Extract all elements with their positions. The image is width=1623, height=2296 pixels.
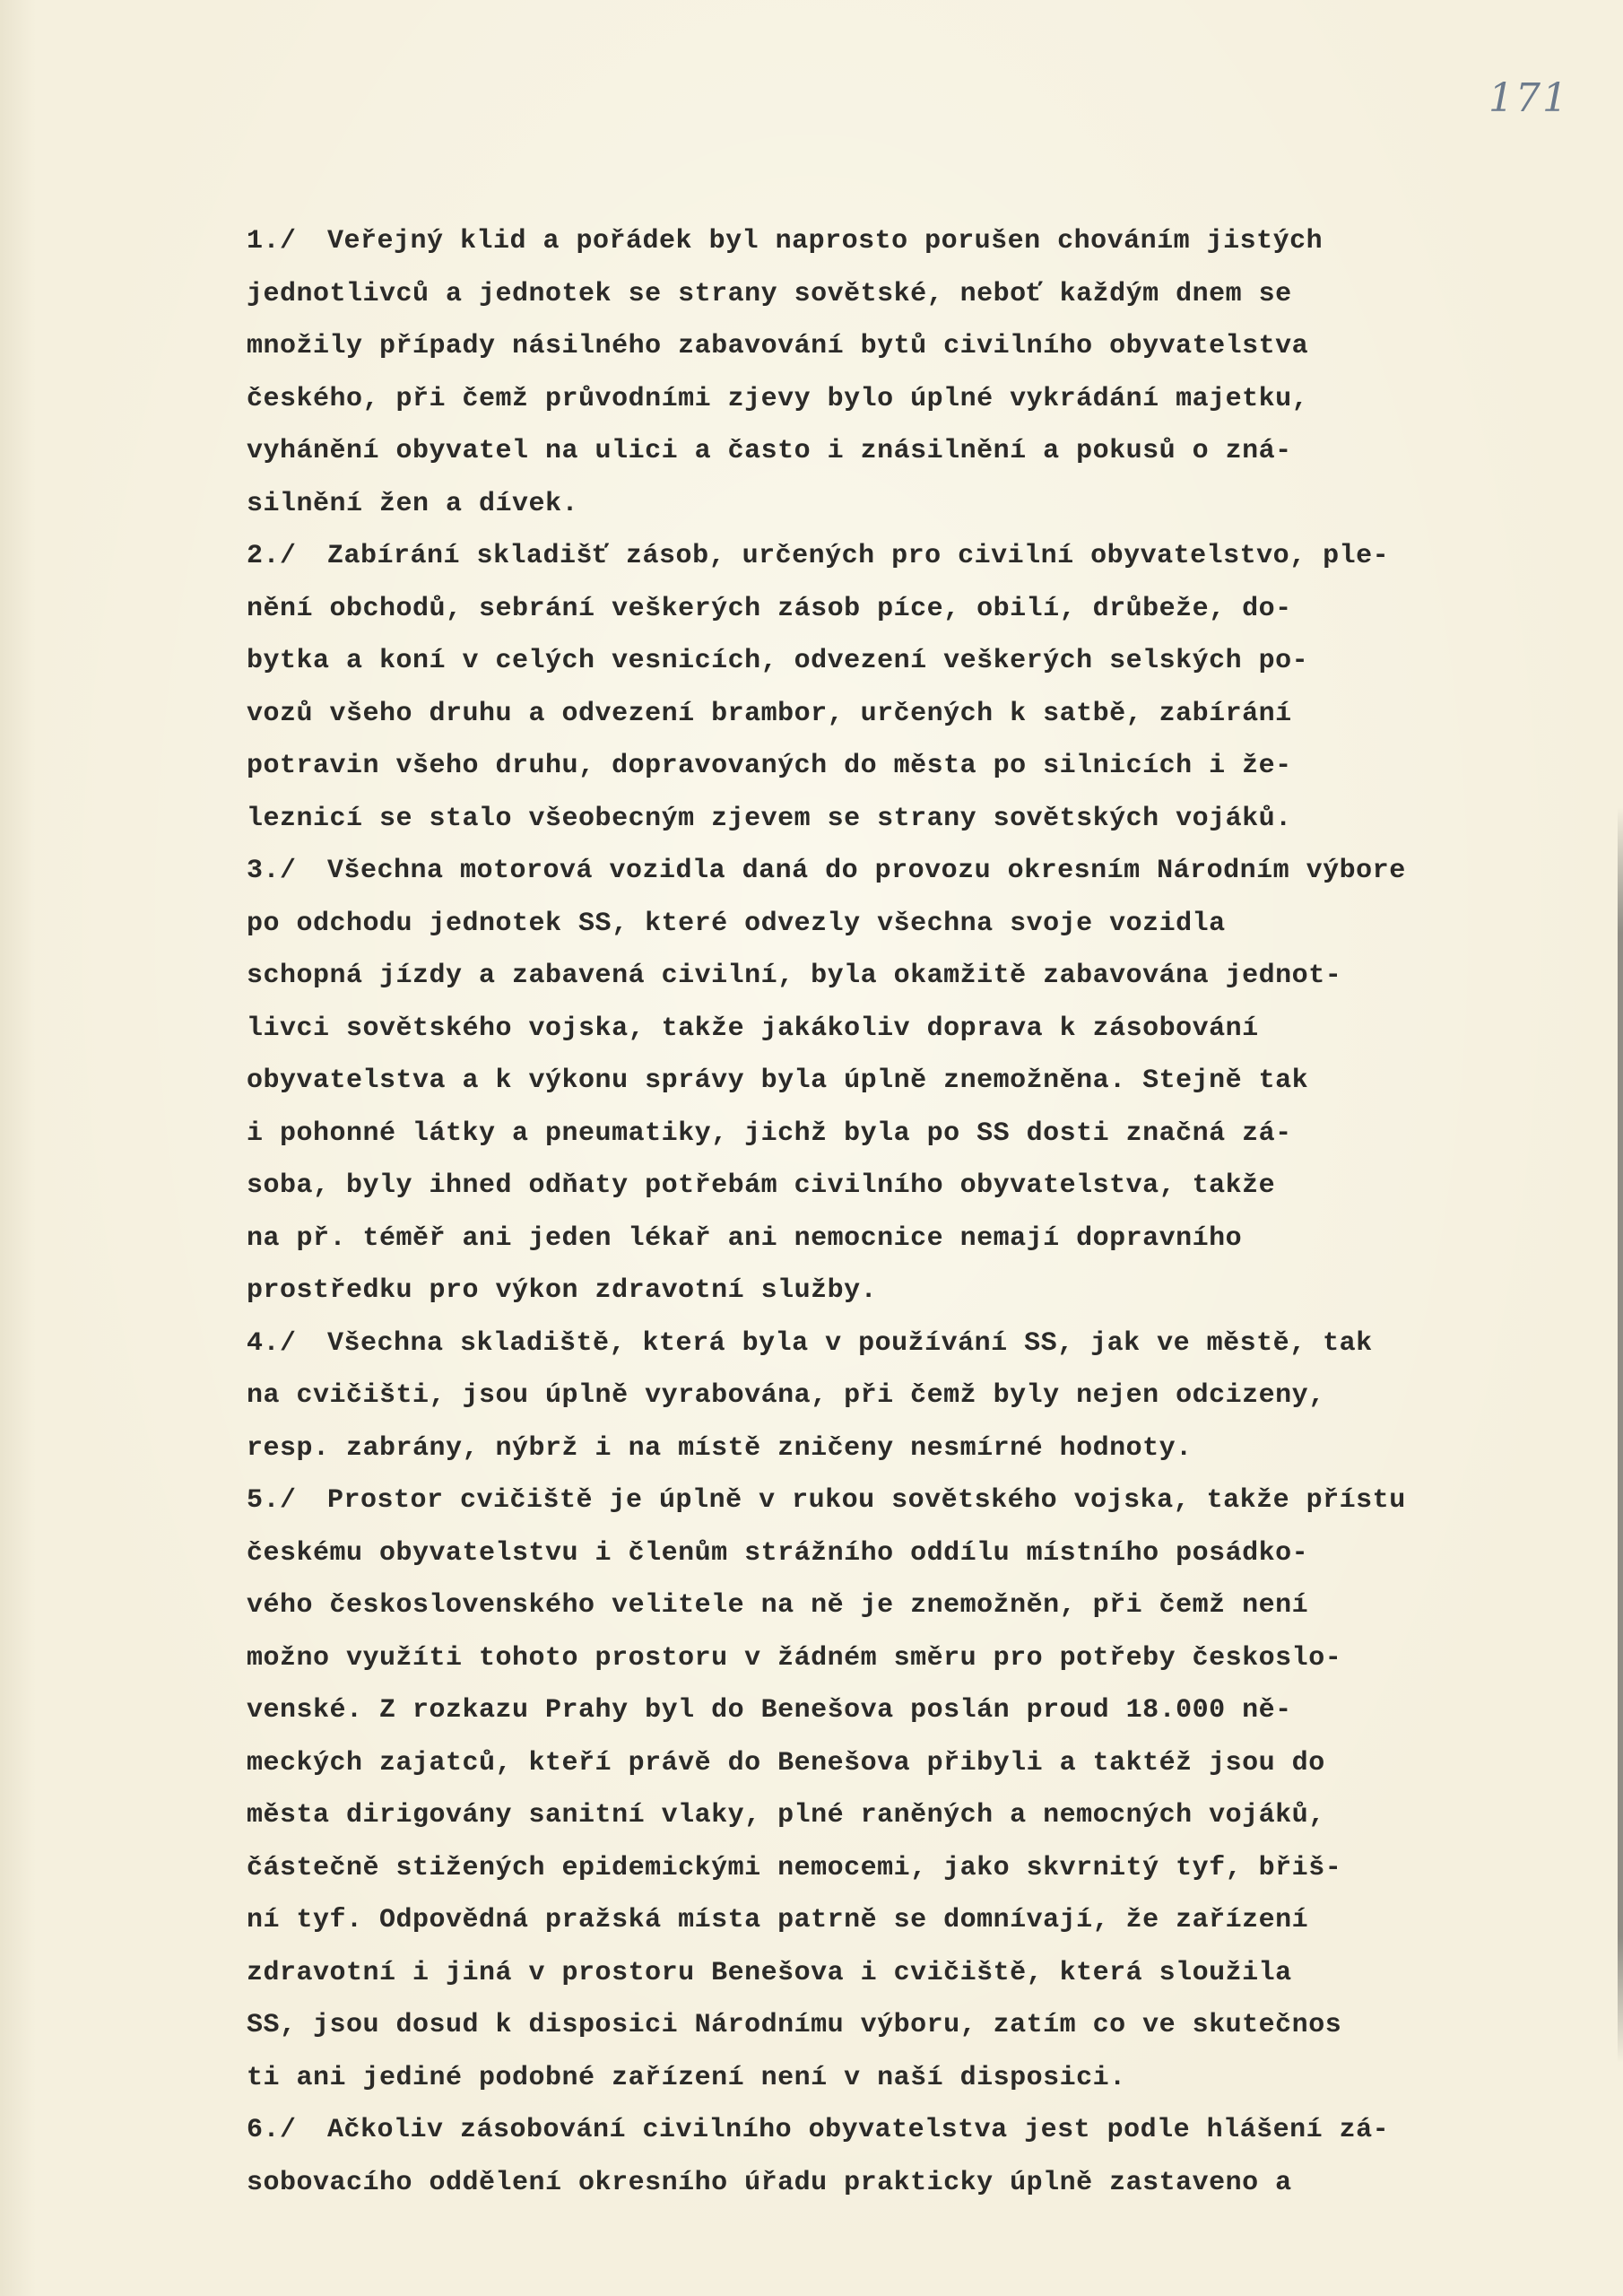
text-line: sobovacího oddělení okresního úřadu prakticky úplně zastaveno a	[247, 2167, 1292, 2198]
item-number: 4./	[247, 1327, 297, 1359]
text-line: vyhánění obyvatel na ulici a často i znásilnění a pokusů o zná-	[247, 436, 1292, 466]
text-line: ní tyf. Odpovědná pražská místa patrně se domnívají, že zařízení	[247, 1905, 1309, 1935]
item-number: 1./	[247, 226, 297, 257]
item-number: 5./	[247, 1485, 297, 1516]
text-line: 2./ Zabírání skladišť zásob, určených pro civilní obyvatelstvo, ple-	[247, 530, 1592, 583]
text-line: prostředku pro výkon zdravotní služby.	[247, 1275, 878, 1306]
text-line: jednotlivců a jednotek se strany sovětské, neboť každým dnem se	[247, 278, 1292, 309]
text-line: schopná jízdy a zabavená civilní, byla okamžitě zabavována jednot-	[247, 961, 1342, 991]
text-line: ti ani jediné podobné zařízení není v naší disposici.	[247, 2062, 1126, 2093]
text-line: obyvatelstva a k výkonu správy byla úplně znemožněna. Stejně tak	[247, 1065, 1309, 1096]
numbered-item	[247, 1474, 1592, 2104]
document-body	[247, 215, 1592, 2209]
text-line: meckých zajatců, kteří právě do Benešova přibyli a taktéž jsou do	[247, 1747, 1325, 1779]
text-line: zdravotní i jiná v prostoru Benešova i cvičiště, která sloužila	[247, 1957, 1292, 1988]
text-line: 4./ Všechna skladiště, která byla v používání SS, jak ve městě, tak	[247, 1318, 1592, 1370]
text-line: českému obyvatelstvu i členům strážního oddílu místního posádko-	[247, 1537, 1309, 1569]
numbered-item	[247, 1318, 1592, 1475]
text-line: 3./ Všechna motorová vozidla daná do provozu okresním Národním výbore	[247, 845, 1592, 898]
text-line: venské. Z rozkazu Prahy byl do Benešova poslán proud 18.000 ně-	[247, 1695, 1292, 1726]
text-line: města dirigovány sanitní vlaky, plné raněných a nemocných vojáků,	[247, 1800, 1325, 1831]
text-line: množily případy násilného zabavování bytů civilního obyvatelstva	[247, 331, 1309, 361]
text-line: i pohonné látky a pneumatiky, jichž byla po SS dosti značná zá-	[247, 1118, 1292, 1149]
item-number: 6./	[247, 2115, 297, 2145]
numbered-item	[247, 215, 1592, 530]
text-line: českého, při čemž průvodními zjevy bylo úplné vykrádání majetku,	[247, 383, 1309, 414]
text-line: vozů všeho druhu a odvezení brambor, určených k satbě, zabírání	[247, 698, 1292, 729]
text-line: SS, jsou dosud k disposici Národnímu výboru, zatím co ve skutečnos	[247, 2010, 1342, 2040]
text-line: soba, byly ihned odňaty potřebám civilního obyvatelstva, takže	[247, 1170, 1276, 1201]
text-line: 6./ Ačkoliv zásobování civilního obyvatelstva jest podle hlášení zá-	[247, 2104, 1592, 2157]
text-line: livci sovětského vojska, takže jakákoliv doprava k zásobování	[247, 1013, 1259, 1044]
text-line: částečně stižených epidemickými nemocemi, jako skvrnitý tyf, břiš-	[247, 1852, 1342, 1883]
text-line: nění obchodů, sebrání veškerých zásob píce, obilí, drůbeže, do-	[247, 593, 1292, 624]
text-line: bytka a koní v celých vesnicích, odvezení veškerých selských po-	[247, 646, 1309, 676]
text-line: vého československého velitele na ně je znemožněn, při čemž není	[247, 1590, 1309, 1621]
text-line: resp. zabrány, nýbrž i na místě zničeny nesmírné hodnoty.	[247, 1432, 1193, 1464]
numbered-item	[247, 530, 1592, 845]
text-line: po odchodu jednotek SS, které odvezly všechna svoje vozidla	[247, 908, 1226, 939]
paper-edge-shadow	[1618, 807, 1623, 2063]
item-number: 3./	[247, 856, 297, 886]
numbered-item	[247, 845, 1592, 1318]
text-line: potravin všeho druhu, dopravovaných do města po silnicích i že-	[247, 751, 1292, 781]
text-line: na cvičišti, jsou úplně vyrabována, při čemž byly nejen odcizeny,	[247, 1380, 1325, 1411]
text-line: možno využíti tohoto prostoru v žádném směru pro potřeby českoslo-	[247, 1642, 1342, 1674]
item-number: 2./	[247, 541, 297, 571]
page-number: 171	[1488, 75, 1569, 121]
text-line: na př. téměř ani jeden lékař ani nemocnice nemají dopravního	[247, 1222, 1243, 1254]
text-line: 1./ Veřejný klid a pořádek byl naprosto porušen chováním jistých	[247, 215, 1592, 268]
text-line: leznicí se stalo všeobecným zjevem se strany sovětských vojáků.	[247, 803, 1292, 834]
text-line: silnění žen a dívek.	[247, 488, 579, 519]
text-line: 5./ Prostor cvičiště je úplně v rukou sovětského vojska, takže přístu	[247, 1474, 1592, 1527]
numbered-item	[247, 2104, 1592, 2209]
